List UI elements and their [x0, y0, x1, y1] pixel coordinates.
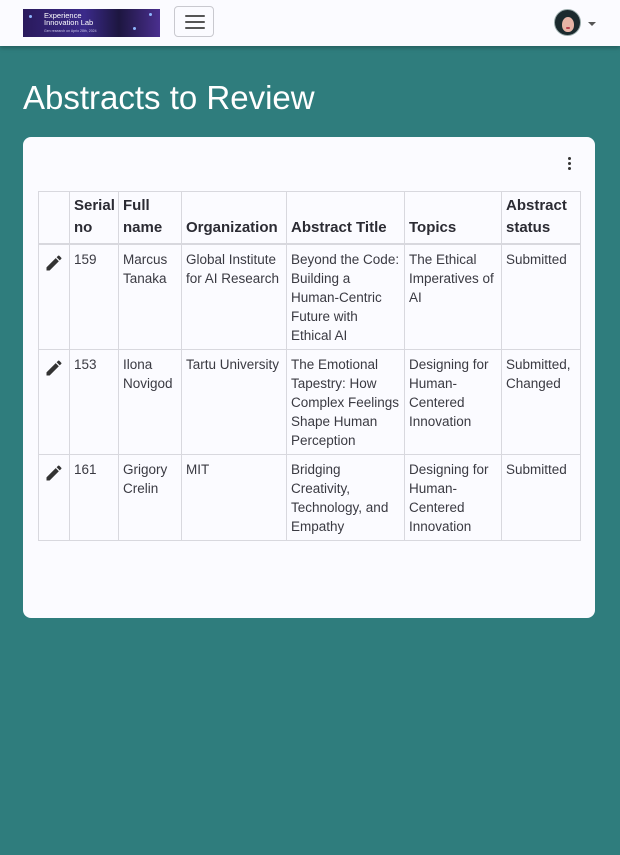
menu-toggle-button[interactable] [174, 6, 214, 37]
edit-cell [39, 244, 70, 350]
top-navbar [0, 0, 620, 46]
logo-text-line2: Innovation Lab [44, 18, 94, 27]
avatar-lips [566, 27, 570, 29]
cell-organization: MIT [182, 455, 287, 541]
cell-abstract-title: The Emotional Tapestry: How Complex Feelings Shape Human Perception [287, 350, 405, 455]
logo-text-line1: Experience [44, 11, 82, 20]
logo-sparkle [133, 27, 136, 30]
logo-sparkle [29, 15, 32, 18]
cell-full-name: Grigory Crelin [119, 455, 182, 541]
cell-topics: Designing for Human-Centered Innovation [405, 455, 502, 541]
avatar[interactable] [554, 9, 581, 36]
table-row [39, 350, 581, 455]
column-header-abstract-status[interactable]: Abstract status [502, 192, 581, 245]
cell-status: Submitted, Changed [502, 350, 581, 455]
cell-topics: The Ethical Imperatives of AI [405, 244, 502, 350]
logo-subtitle: Gen research on Aprio 28th, 2024 [44, 29, 97, 33]
table-row [39, 244, 581, 350]
column-header-serial[interactable]: Serial no [70, 192, 119, 245]
cell-topics: Designing for Human-Centered Innovation [405, 350, 502, 455]
avatar-face [562, 17, 574, 32]
edit-cell [39, 350, 70, 455]
more-vertical-icon[interactable] [565, 156, 575, 172]
hamburger-icon [185, 15, 205, 17]
cell-status: Submitted [502, 455, 581, 541]
cell-organization: Global Institute for AI Research [182, 244, 287, 350]
pencil-icon[interactable] [44, 358, 64, 378]
hamburger-icon [185, 21, 205, 23]
page-title: Abstracts to Review [23, 79, 315, 116]
table-header-row [39, 192, 581, 245]
column-header-topics[interactable]: Topics [405, 192, 502, 245]
logo-sparkle [149, 13, 152, 16]
cell-abstract-title: Beyond the Code: Building a Human-Centric Future with Ethical AI [287, 244, 405, 350]
table-row [39, 455, 581, 541]
cell-serial: 159 [70, 244, 119, 350]
cell-full-name: Ilona Novigod [119, 350, 182, 455]
cell-status: Submitted [502, 244, 581, 350]
column-header-abstract-title[interactable]: Abstract Title [287, 192, 405, 245]
cell-abstract-title: Bridging Creativity, Technology, and Empathy [287, 455, 405, 541]
cell-serial: 161 [70, 455, 119, 541]
pencil-icon[interactable] [44, 253, 64, 273]
pencil-icon[interactable] [44, 463, 64, 483]
column-header-actions [39, 192, 70, 245]
cell-organization: Tartu University [182, 350, 287, 455]
column-header-full-name[interactable]: Full name [119, 192, 182, 245]
experience-innovation-lab-logo[interactable] [23, 9, 160, 37]
abstracts-card [23, 137, 595, 618]
cell-full-name: Marcus Tanaka [119, 244, 182, 350]
hamburger-icon [185, 27, 205, 29]
abstracts-table [38, 191, 581, 541]
column-header-organization[interactable]: Organization [182, 192, 287, 245]
cell-serial: 153 [70, 350, 119, 455]
edit-cell [39, 455, 70, 541]
caret-down-icon[interactable] [588, 22, 596, 26]
